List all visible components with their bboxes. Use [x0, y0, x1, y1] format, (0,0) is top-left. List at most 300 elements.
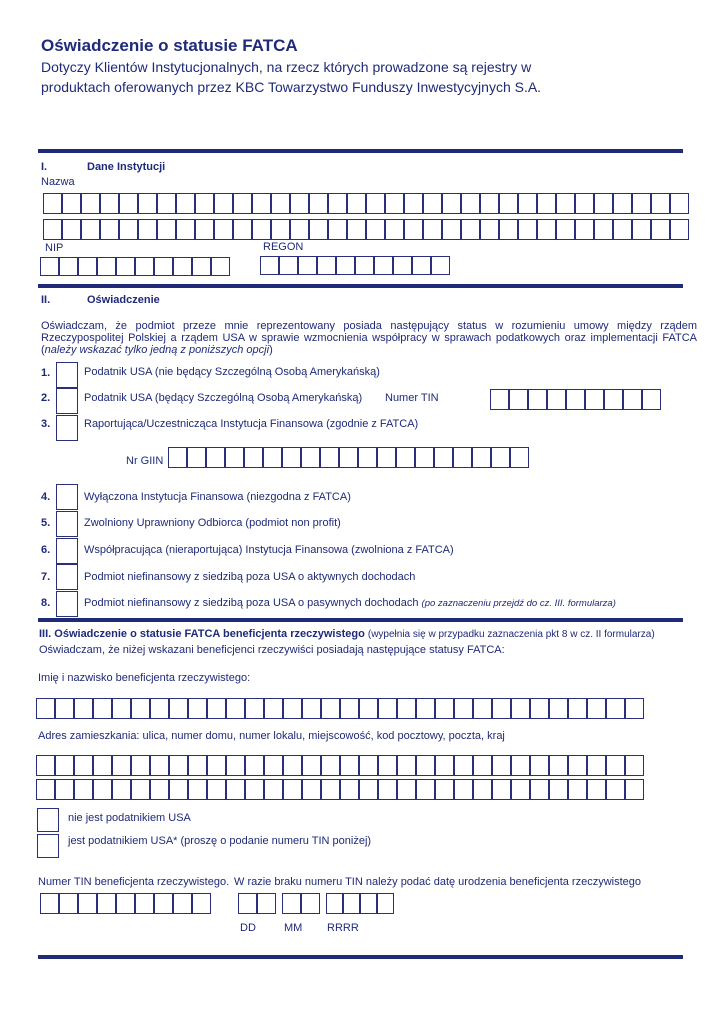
- char-cell[interactable]: [169, 779, 188, 800]
- char-cell[interactable]: [587, 698, 606, 719]
- char-cell[interactable]: [244, 447, 263, 468]
- char-cell[interactable]: [606, 779, 625, 800]
- char-cell[interactable]: [397, 755, 416, 776]
- char-cell[interactable]: [100, 193, 119, 214]
- char-cell[interactable]: [138, 193, 157, 214]
- char-cell[interactable]: [366, 219, 385, 240]
- char-cell[interactable]: [412, 256, 431, 275]
- char-cell[interactable]: [226, 698, 245, 719]
- beneficiary-name-label: Imię i nazwisko beneficjenta rzeczywistego:: [38, 672, 251, 684]
- char-cell[interactable]: [93, 698, 112, 719]
- char-cell[interactable]: [207, 755, 226, 776]
- char-cell[interactable]: [518, 193, 537, 214]
- char-cell[interactable]: [454, 779, 473, 800]
- char-cell[interactable]: [594, 219, 613, 240]
- char-cell[interactable]: [404, 219, 423, 240]
- char-cell[interactable]: [575, 193, 594, 214]
- option-1-label: Podatnik USA (nie będący Szczególną Osobą Amerykańską): [84, 366, 380, 378]
- subtitle-line-1: Dotyczy Klientów Instytucjonalnych, na rzecz których prowadzone są rejestry w: [41, 59, 532, 75]
- section3-heading: [39, 628, 655, 640]
- char-cell[interactable]: [74, 755, 93, 776]
- char-cell[interactable]: [282, 893, 301, 914]
- char-cell[interactable]: [271, 219, 290, 240]
- option-8-checkbox[interactable]: [56, 591, 78, 617]
- char-cell[interactable]: [340, 779, 359, 800]
- char-cell[interactable]: [359, 755, 378, 776]
- option-6-number: 6.: [41, 544, 51, 556]
- char-cell[interactable]: [157, 219, 176, 240]
- option-1-checkbox[interactable]: [56, 362, 78, 388]
- name-label: Nazwa: [41, 176, 75, 188]
- char-cell[interactable]: [509, 389, 528, 410]
- option-5-label: Zwolniony Uprawniony Odbiorca (podmiot non profit): [84, 517, 341, 529]
- char-cell[interactable]: [625, 779, 644, 800]
- char-cell[interactable]: [59, 893, 78, 914]
- char-cell[interactable]: [328, 219, 347, 240]
- char-cell[interactable]: [587, 779, 606, 800]
- declaration-end: ): [269, 344, 273, 356]
- section1-title: Dane Instytucji: [87, 161, 166, 173]
- char-cell[interactable]: [606, 755, 625, 776]
- section3-note: (wypełnia się w przypadku zaznaczenia pkt 8 w cz. II formularza): [367, 629, 655, 640]
- char-cell[interactable]: [491, 447, 510, 468]
- char-cell[interactable]: [378, 755, 397, 776]
- char-cell[interactable]: [135, 893, 154, 914]
- char-cell[interactable]: [490, 389, 509, 410]
- char-cell[interactable]: [442, 193, 461, 214]
- name-field-row-1[interactable]: [43, 193, 689, 214]
- us-taxpayer-label: jest podatnikiem USA* (proszę o podanie numeru TIN poniżej): [68, 835, 372, 847]
- char-cell[interactable]: [74, 698, 93, 719]
- char-cell[interactable]: [530, 698, 549, 719]
- char-cell[interactable]: [245, 698, 264, 719]
- char-cell[interactable]: [473, 755, 492, 776]
- option-8-note: (po zaznaczeniu przejdź do cz. III. formularza): [421, 598, 616, 609]
- char-cell[interactable]: [326, 893, 343, 914]
- char-cell[interactable]: [378, 779, 397, 800]
- mm-label: MM: [284, 922, 303, 934]
- char-cell[interactable]: [434, 447, 453, 468]
- char-cell[interactable]: [530, 755, 549, 776]
- nip-label: NIP: [45, 242, 64, 254]
- char-cell[interactable]: [613, 219, 632, 240]
- char-cell[interactable]: [651, 219, 670, 240]
- char-cell[interactable]: [290, 219, 309, 240]
- char-cell[interactable]: [358, 447, 377, 468]
- option-7-number: 7.: [41, 571, 51, 583]
- char-cell[interactable]: [119, 219, 138, 240]
- char-cell[interactable]: [290, 193, 309, 214]
- char-cell[interactable]: [131, 779, 150, 800]
- tin-field[interactable]: [490, 389, 661, 410]
- char-cell[interactable]: [157, 193, 176, 214]
- char-cell[interactable]: [301, 447, 320, 468]
- char-cell[interactable]: [472, 447, 491, 468]
- char-cell[interactable]: [263, 447, 282, 468]
- char-cell[interactable]: [442, 219, 461, 240]
- char-cell[interactable]: [226, 755, 245, 776]
- char-cell[interactable]: [271, 193, 290, 214]
- char-cell[interactable]: [214, 219, 233, 240]
- char-cell[interactable]: [55, 698, 74, 719]
- char-cell[interactable]: [492, 698, 511, 719]
- char-cell[interactable]: [518, 219, 537, 240]
- birth-date-label: W razie braku numeru TIN należy podać datę urodzenia beneficjenta rzeczywistego: [234, 876, 642, 888]
- birth-day-field[interactable]: [238, 893, 276, 914]
- char-cell[interactable]: [43, 219, 62, 240]
- char-cell[interactable]: [100, 219, 119, 240]
- char-cell[interactable]: [423, 193, 442, 214]
- option-1-number: 1.: [41, 367, 51, 379]
- char-cell[interactable]: [260, 256, 279, 275]
- char-cell[interactable]: [214, 193, 233, 214]
- char-cell[interactable]: [207, 698, 226, 719]
- char-cell[interactable]: [480, 219, 499, 240]
- char-cell[interactable]: [556, 219, 575, 240]
- char-cell[interactable]: [74, 779, 93, 800]
- option-8-text: Podmiot niefinansowy z siedzibą poza USA o pasywnych dochodach: [84, 597, 419, 609]
- char-cell[interactable]: [359, 698, 378, 719]
- char-cell[interactable]: [81, 193, 100, 214]
- char-cell[interactable]: [317, 256, 336, 275]
- char-cell[interactable]: [168, 447, 187, 468]
- char-cell[interactable]: [116, 893, 135, 914]
- char-cell[interactable]: [549, 755, 568, 776]
- char-cell[interactable]: [97, 257, 116, 276]
- tin-label: Numer TIN: [385, 392, 439, 404]
- char-cell[interactable]: [423, 219, 442, 240]
- char-cell[interactable]: [435, 698, 454, 719]
- char-cell[interactable]: [321, 779, 340, 800]
- char-cell[interactable]: [537, 219, 556, 240]
- char-cell[interactable]: [355, 256, 374, 275]
- dd-label: DD: [240, 922, 256, 934]
- option-6-label: Współpracująca (nieraportująca) Instytucja Finansowa (zwolniona z FATCA): [84, 544, 454, 556]
- char-cell[interactable]: [131, 755, 150, 776]
- nip-field[interactable]: [40, 257, 230, 276]
- char-cell[interactable]: [62, 219, 81, 240]
- giin-label: Nr GIIN: [126, 455, 164, 467]
- option-4-checkbox[interactable]: [56, 484, 78, 510]
- char-cell[interactable]: [670, 219, 689, 240]
- char-cell[interactable]: [188, 779, 207, 800]
- char-cell[interactable]: [298, 256, 317, 275]
- char-cell[interactable]: [366, 193, 385, 214]
- char-cell[interactable]: [416, 779, 435, 800]
- char-cell[interactable]: [587, 755, 606, 776]
- char-cell[interactable]: [549, 779, 568, 800]
- char-cell[interactable]: [321, 755, 340, 776]
- char-cell[interactable]: [150, 698, 169, 719]
- char-cell[interactable]: [302, 755, 321, 776]
- char-cell[interactable]: [454, 755, 473, 776]
- char-cell[interactable]: [36, 698, 55, 719]
- section-divider: [38, 955, 683, 959]
- char-cell[interactable]: [623, 389, 642, 410]
- char-cell[interactable]: [415, 447, 434, 468]
- char-cell[interactable]: [188, 755, 207, 776]
- char-cell[interactable]: [566, 389, 585, 410]
- char-cell[interactable]: [632, 193, 651, 214]
- char-cell[interactable]: [131, 698, 150, 719]
- beneficiary-tin-field[interactable]: [40, 893, 211, 914]
- char-cell[interactable]: [252, 193, 271, 214]
- char-cell[interactable]: [211, 257, 230, 276]
- char-cell[interactable]: [454, 698, 473, 719]
- char-cell[interactable]: [568, 698, 587, 719]
- char-cell[interactable]: [169, 698, 188, 719]
- char-cell[interactable]: [283, 779, 302, 800]
- char-cell[interactable]: [385, 219, 404, 240]
- char-cell[interactable]: [435, 755, 454, 776]
- char-cell[interactable]: [195, 219, 214, 240]
- section2-title: Oświadczenie: [87, 294, 160, 306]
- char-cell[interactable]: [473, 779, 492, 800]
- char-cell[interactable]: [116, 257, 135, 276]
- char-cell[interactable]: [176, 219, 195, 240]
- char-cell[interactable]: [343, 893, 360, 914]
- option-3-number: 3.: [41, 418, 51, 430]
- char-cell[interactable]: [119, 193, 138, 214]
- char-cell[interactable]: [283, 755, 302, 776]
- char-cell[interactable]: [97, 893, 116, 914]
- declaration-note: należy wskazać tylko jedną z poniższych opcji: [44, 344, 270, 356]
- char-cell[interactable]: [192, 257, 211, 276]
- char-cell[interactable]: [453, 447, 472, 468]
- char-cell[interactable]: [93, 779, 112, 800]
- char-cell[interactable]: [187, 447, 206, 468]
- char-cell[interactable]: [169, 755, 188, 776]
- char-cell[interactable]: [301, 893, 320, 914]
- option-7-checkbox[interactable]: [56, 564, 78, 590]
- char-cell[interactable]: [264, 755, 283, 776]
- char-cell[interactable]: [43, 193, 62, 214]
- char-cell[interactable]: [480, 193, 499, 214]
- char-cell[interactable]: [393, 256, 412, 275]
- char-cell[interactable]: [360, 893, 377, 914]
- char-cell[interactable]: [374, 256, 393, 275]
- char-cell[interactable]: [245, 779, 264, 800]
- char-cell[interactable]: [226, 779, 245, 800]
- char-cell[interactable]: [283, 698, 302, 719]
- rrrr-label: RRRR: [327, 922, 359, 934]
- option-4-number: 4.: [41, 491, 51, 503]
- char-cell[interactable]: [492, 755, 511, 776]
- option-6-checkbox[interactable]: [56, 538, 78, 564]
- char-cell[interactable]: [309, 219, 328, 240]
- char-cell[interactable]: [252, 219, 271, 240]
- char-cell[interactable]: [347, 219, 366, 240]
- char-cell[interactable]: [188, 698, 207, 719]
- char-cell[interactable]: [40, 893, 59, 914]
- char-cell[interactable]: [138, 219, 157, 240]
- char-cell[interactable]: [245, 755, 264, 776]
- option-2-checkbox[interactable]: [56, 388, 78, 414]
- char-cell[interactable]: [670, 193, 689, 214]
- subtitle-line-2: produktach oferowanych przez KBC Towarzystwo Funduszy Inwestycyjnych S.A.: [41, 79, 542, 95]
- char-cell[interactable]: [320, 447, 339, 468]
- char-cell[interactable]: [192, 893, 211, 914]
- option-5-checkbox[interactable]: [56, 511, 78, 537]
- char-cell[interactable]: [435, 779, 454, 800]
- char-cell[interactable]: [340, 698, 359, 719]
- char-cell[interactable]: [238, 893, 257, 914]
- char-cell[interactable]: [632, 219, 651, 240]
- char-cell[interactable]: [431, 256, 450, 275]
- char-cell[interactable]: [81, 219, 100, 240]
- option-5-number: 5.: [41, 517, 51, 529]
- char-cell[interactable]: [651, 193, 670, 214]
- char-cell[interactable]: [377, 893, 394, 914]
- char-cell[interactable]: [416, 755, 435, 776]
- section-divider: [38, 149, 683, 153]
- char-cell[interactable]: [530, 779, 549, 800]
- char-cell[interactable]: [606, 698, 625, 719]
- char-cell[interactable]: [282, 447, 301, 468]
- char-cell[interactable]: [207, 779, 226, 800]
- char-cell[interactable]: [547, 389, 566, 410]
- option-8-label: [84, 597, 616, 609]
- char-cell[interactable]: [585, 389, 604, 410]
- char-cell[interactable]: [62, 193, 81, 214]
- char-cell[interactable]: [499, 193, 518, 214]
- char-cell[interactable]: [233, 219, 252, 240]
- option-7-label: Podmiot niefinansowy z siedzibą poza USA o aktywnych dochodach: [84, 571, 416, 583]
- char-cell[interactable]: [328, 193, 347, 214]
- char-cell[interactable]: [340, 755, 359, 776]
- char-cell[interactable]: [150, 779, 169, 800]
- form-subtitle: [41, 57, 701, 97]
- char-cell[interactable]: [176, 193, 195, 214]
- address-field-row-1[interactable]: [36, 755, 644, 776]
- char-cell[interactable]: [206, 447, 225, 468]
- char-cell[interactable]: [377, 447, 396, 468]
- regon-field[interactable]: [260, 256, 450, 275]
- char-cell[interactable]: [264, 779, 283, 800]
- name-field-row-2[interactable]: [43, 219, 689, 240]
- char-cell[interactable]: [233, 193, 252, 214]
- char-cell[interactable]: [78, 257, 97, 276]
- char-cell[interactable]: [568, 779, 587, 800]
- declaration-text: [41, 320, 697, 356]
- char-cell[interactable]: [112, 755, 131, 776]
- char-cell[interactable]: [473, 698, 492, 719]
- char-cell[interactable]: [36, 755, 55, 776]
- char-cell[interactable]: [492, 779, 511, 800]
- section3-title: III. Oświadczenie o statusie FATCA beneficjenta rzeczywistego: [39, 628, 365, 640]
- char-cell[interactable]: [385, 193, 404, 214]
- char-cell[interactable]: [154, 257, 173, 276]
- char-cell[interactable]: [604, 389, 623, 410]
- char-cell[interactable]: [302, 779, 321, 800]
- section-divider: [38, 618, 683, 622]
- char-cell[interactable]: [195, 193, 214, 214]
- form-title: Oświadczenie o statusie FATCA: [41, 36, 298, 55]
- char-cell[interactable]: [511, 779, 530, 800]
- option-4-label: Wyłączona Instytucja Finansowa (niezgodna z FATCA): [84, 491, 351, 503]
- address-field-row-2[interactable]: [36, 779, 644, 800]
- char-cell[interactable]: [416, 698, 435, 719]
- char-cell[interactable]: [173, 893, 192, 914]
- char-cell[interactable]: [55, 755, 74, 776]
- char-cell[interactable]: [93, 755, 112, 776]
- char-cell[interactable]: [173, 257, 192, 276]
- char-cell[interactable]: [461, 193, 480, 214]
- char-cell[interactable]: [150, 755, 169, 776]
- char-cell[interactable]: [404, 193, 423, 214]
- birth-month-field[interactable]: [282, 893, 320, 914]
- char-cell[interactable]: [537, 193, 556, 214]
- address-label: Adres zamieszkania: ulica, numer domu, numer lokalu, miejscowość, kod pocztowy, poczta, kraj: [38, 730, 505, 742]
- beneficiary-name-field[interactable]: [36, 698, 644, 719]
- char-cell[interactable]: [302, 698, 321, 719]
- char-cell[interactable]: [359, 779, 378, 800]
- option-3-checkbox[interactable]: [56, 415, 78, 441]
- char-cell[interactable]: [347, 193, 366, 214]
- char-cell[interactable]: [397, 698, 416, 719]
- char-cell[interactable]: [642, 389, 661, 410]
- char-cell[interactable]: [309, 193, 328, 214]
- beneficiary-tin-label: Numer TIN beneficjenta rzeczywistego.: [38, 876, 230, 888]
- char-cell[interactable]: [461, 219, 480, 240]
- section3-intro: Oświadczam, że niżej wskazani beneficjenci rzeczywiści posiadają następujące statusy FATCA:: [39, 644, 505, 656]
- char-cell[interactable]: [378, 698, 397, 719]
- char-cell[interactable]: [78, 893, 97, 914]
- char-cell[interactable]: [135, 257, 154, 276]
- not-us-taxpayer-checkbox[interactable]: [37, 808, 59, 832]
- option-2-number: 2.: [41, 392, 51, 404]
- char-cell[interactable]: [59, 257, 78, 276]
- char-cell[interactable]: [568, 755, 587, 776]
- char-cell[interactable]: [55, 779, 74, 800]
- char-cell[interactable]: [625, 698, 644, 719]
- char-cell[interactable]: [36, 779, 55, 800]
- char-cell[interactable]: [528, 389, 547, 410]
- char-cell[interactable]: [511, 698, 530, 719]
- char-cell[interactable]: [40, 257, 59, 276]
- char-cell[interactable]: [396, 447, 415, 468]
- char-cell[interactable]: [339, 447, 358, 468]
- char-cell[interactable]: [625, 755, 644, 776]
- char-cell[interactable]: [575, 219, 594, 240]
- option-3-label: Raportująca/Uczestnicząca Instytucja Finansowa (zgodnie z FATCA): [84, 418, 419, 430]
- char-cell[interactable]: [279, 256, 298, 275]
- char-cell[interactable]: [510, 447, 529, 468]
- char-cell[interactable]: [264, 698, 283, 719]
- char-cell[interactable]: [594, 193, 613, 214]
- char-cell[interactable]: [511, 755, 530, 776]
- char-cell[interactable]: [499, 219, 518, 240]
- giin-field[interactable]: [168, 447, 529, 468]
- char-cell[interactable]: [112, 779, 131, 800]
- section-divider: [38, 284, 683, 288]
- char-cell[interactable]: [556, 193, 575, 214]
- char-cell[interactable]: [336, 256, 355, 275]
- option-2-label: Podatnik USA (będący Szczególną Osobą Amerykańską): [84, 392, 363, 404]
- char-cell[interactable]: [225, 447, 244, 468]
- option-8-number: 8.: [41, 597, 51, 609]
- char-cell[interactable]: [112, 698, 131, 719]
- declaration-body: Oświadczam, że podmiot przeze mnie reprezentowany posiada następujący status w rozumieniu umowy między rządem Rzeczypospolitej Polskiej a rządem USA w sprawie wzmocnienia współpracy w sprawach podatkowych oraz implementacji FATCA (: [41, 320, 697, 356]
- char-cell[interactable]: [613, 193, 632, 214]
- us-taxpayer-checkbox[interactable]: [37, 834, 59, 858]
- char-cell[interactable]: [397, 779, 416, 800]
- char-cell[interactable]: [321, 698, 340, 719]
- char-cell[interactable]: [257, 893, 276, 914]
- char-cell[interactable]: [549, 698, 568, 719]
- birth-year-field[interactable]: [326, 893, 394, 914]
- char-cell[interactable]: [154, 893, 173, 914]
